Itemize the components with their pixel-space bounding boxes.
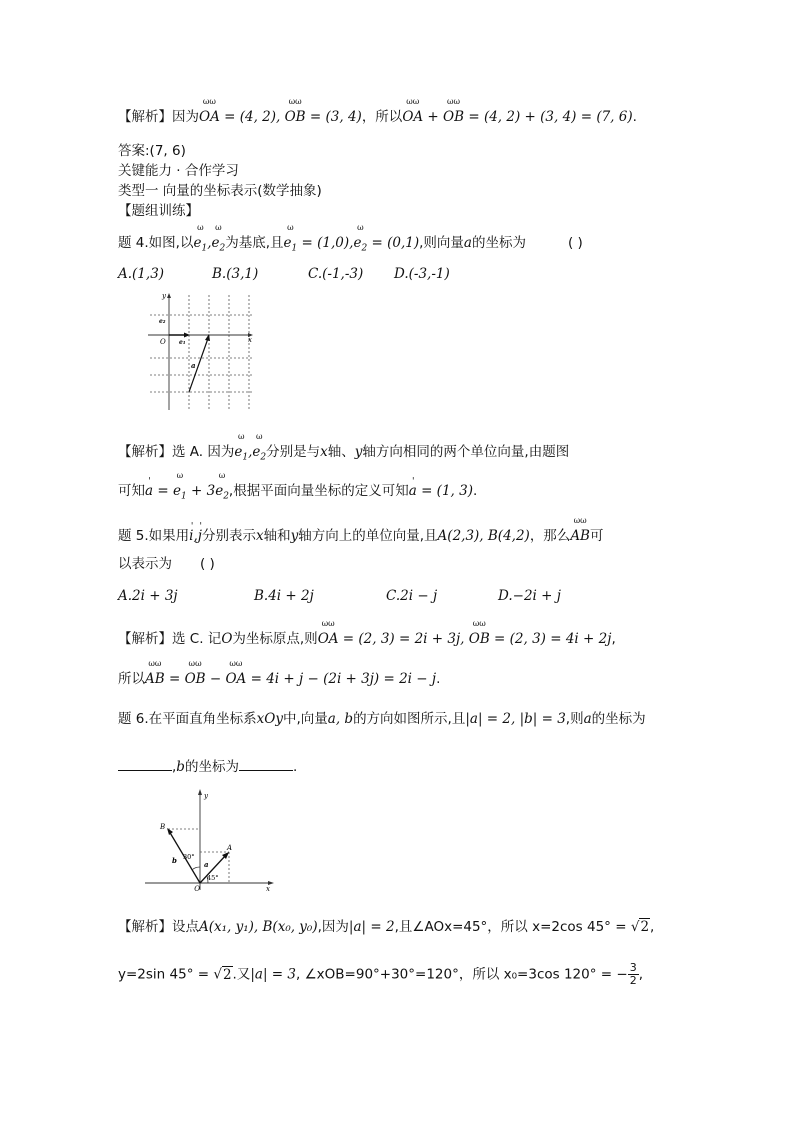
text: 的坐标为 (591, 711, 646, 727)
math: |a| = 2 (348, 919, 395, 935)
e2-label: e₂ (159, 318, 166, 325)
choice-a: A.2i + 3j (118, 588, 178, 604)
sqrt-value: 2 (640, 919, 650, 935)
vector-OA: ωω OA (225, 670, 246, 688)
solution-5-line-2 (118, 670, 440, 688)
figure-vectors-ab (140, 785, 280, 895)
text: 题 4.如图,以 (118, 235, 194, 251)
solution-6-line-2: y=2sin 45° = √2.又|a| = 3, ∠xOB=90°+30°=120°，所以 x₀=3cos 120° = − $\frac{3}{2}$ , (118, 961, 643, 987)
math: = (4, 2), (219, 109, 285, 125)
solution-label: 【解析】 (118, 109, 172, 125)
origin-label: O (160, 338, 166, 346)
text: ,根据平面向量坐标的定义可知 (228, 483, 409, 499)
vector-e2: ω $e_2$ (353, 234, 367, 258)
vector-e1: ω $e_1$ (234, 443, 248, 467)
choice-d: D.(-3,-1) (394, 266, 450, 282)
vector-OB: ωω OB (285, 108, 306, 126)
choice-d: D.−2i + j (498, 588, 561, 604)
text: . (632, 109, 637, 125)
text: .又 (232, 966, 251, 983)
answer-paren: ( ) (200, 556, 215, 572)
text: 因为 (172, 109, 199, 125)
answer-line: 答案:(7, 6) (118, 143, 186, 159)
text: 题 5.如果用 (118, 528, 190, 544)
b-label: b (172, 856, 177, 865)
math: + (423, 109, 444, 125)
text: 为基底,且 (225, 235, 284, 251)
text: 中,向量 (282, 711, 328, 727)
angle-45-label: 45° (207, 874, 219, 882)
vector-OA: ωω OA (318, 630, 339, 648)
vector-OA: ωω OA (402, 108, 423, 126)
vector-e2: ω $e_2$ (212, 234, 226, 258)
math: = (2, 3) = 4i + 2j (489, 631, 612, 647)
vector-e1: ω $e_1$ (173, 482, 187, 506)
y-axis-label: y (204, 792, 208, 800)
text: 可 (589, 528, 604, 544)
origin-var: O (221, 631, 233, 647)
math: = (153, 483, 173, 499)
x-axis-label: x (266, 885, 270, 893)
y-var: y (354, 444, 363, 460)
vector-OB: ωω OB (185, 670, 206, 688)
math: + 3 (186, 483, 216, 499)
points: A(x₁, y₁), B(x₀, y₀) (199, 919, 318, 935)
vector-b: b (176, 759, 185, 775)
vector-e2: ω $e_2$ (252, 443, 266, 467)
vector-AB: ωω AB (570, 527, 590, 545)
fraction: $\frac{3}{2}$ (629, 961, 637, 987)
text: 轴和 (263, 528, 291, 544)
text: , (638, 966, 643, 983)
text: 分别是与 (266, 444, 321, 460)
vector-AB: ωω AB (145, 670, 165, 688)
text: 题 6.在平面直角坐标系 (118, 711, 257, 727)
text: ,则向量 (419, 235, 464, 251)
type-heading: 类型一 向量的坐标表示(数学抽象) (118, 183, 322, 199)
y-axis-label: y (162, 292, 166, 300)
vector-e2: ω $e_2$ (215, 482, 229, 506)
text: , ∠xOB=90°+30°=120°，所以 x₀=3cos 120° = − (295, 966, 628, 983)
question-6-line-2: ,b的坐标为 . (118, 758, 297, 776)
text: 的方向如图所示,且 (353, 711, 466, 727)
vector-e1: ω $e_1$ (284, 234, 298, 258)
x-axis-label: x (248, 336, 252, 344)
vector-OB: ωω OB (443, 108, 464, 126)
origin-label: O (194, 885, 200, 893)
text: ，那么 (529, 528, 571, 544)
vector-OB: ωω OB (469, 630, 490, 648)
point-B-label: B (160, 823, 166, 831)
vector-a: a (583, 711, 592, 727)
math: = (164, 671, 185, 687)
text: . (436, 671, 441, 687)
solution-label: 【解析】 (118, 919, 172, 935)
coord-system: xOy (256, 711, 283, 727)
unit-i: ' i (189, 527, 193, 545)
math: = (3, 4) (305, 109, 362, 125)
answer-blank-b[interactable] (239, 758, 293, 771)
math: = (1,0), (297, 235, 354, 251)
math: − (205, 671, 226, 687)
x-var: x (320, 444, 328, 460)
math: = (0,1) (367, 235, 420, 251)
text: ,则 (565, 711, 584, 727)
choice-b: B.4i + 2j (254, 588, 314, 604)
solution-6-line-1: 【解析】设点A(x₁, y₁), B(x₀, y₀),因为|a| = 2,且∠AOx=45°，所以 x=2cos 45° = √2, (118, 919, 655, 935)
points: A(2,3), B(4,2) (437, 528, 530, 544)
practice-heading: 【题组训练】 (118, 203, 199, 219)
answer-blank-a[interactable] (118, 758, 172, 771)
text: , (650, 919, 655, 935)
math: |a| = 3 (250, 966, 296, 983)
text: 的坐标为 (471, 235, 526, 251)
question-4: 题 4.如图,以ω $e_1,\omega$ $e_2$为基底,且ω $e_1 = (1,0),\omega$ $e_2 = (0,1)$,则向量a的坐标为 ( ) (118, 234, 583, 258)
text: 为坐标原点,则 (232, 631, 318, 647)
question-5-line-1: 题 5.如果用' i,' j分别表示x轴和y轴方向上的单位向量,且A(2,3), B(4,2)，那么ωω AB可 (118, 527, 603, 545)
choice-c: C.(-1,-3) (308, 266, 364, 282)
x-var: x (255, 528, 264, 544)
vectors-ab: a, b (327, 711, 354, 727)
text: 设点 (172, 919, 199, 935)
solution-label: 【解析】 (118, 631, 172, 647)
a-label: a (191, 361, 196, 370)
angle-30-label: 30° (183, 853, 195, 861)
section-heading: 关键能力 · 合作学习 (118, 163, 239, 179)
choice-b: B.(3,1) (212, 266, 259, 282)
text: 所以 (118, 671, 145, 687)
text: 轴、 (327, 444, 355, 460)
vector-a: a (463, 235, 472, 251)
vector-OA: ωω OA (199, 108, 220, 126)
math: = (4, 2) + (3, 4) = (7, 6) (464, 109, 633, 125)
a-label: a (204, 860, 209, 869)
y-var: y (290, 528, 299, 544)
figure-grid-vector (140, 290, 260, 415)
magnitude-condition: |a| = 2, |b| = 3 (465, 711, 566, 727)
question-5-line-2 (118, 555, 215, 573)
text: ，所以 (361, 109, 403, 125)
sqrt-value: 2 (222, 966, 232, 983)
text: 以表示为 (118, 556, 172, 572)
e1-label: e₁ (179, 339, 186, 346)
text: ,且∠AOx=45°，所以 x=2cos 45° = (394, 919, 631, 935)
text: 分别表示 (201, 528, 256, 544)
question-5-choices (118, 587, 561, 605)
vector-e1: ω $e_1$ (193, 234, 207, 258)
vector-a: ' a (145, 482, 153, 500)
text: 选 A. 因为 (172, 444, 235, 460)
solution-label: 【解析】 (118, 444, 172, 460)
text: . (472, 483, 478, 499)
choice-a: A.(1,3) (118, 266, 165, 282)
answer-paren: ( ) (567, 235, 583, 251)
math: = 4i + j − (2i + 3j) = 2i − j (246, 671, 437, 687)
point-A-label: A (227, 844, 233, 852)
text: 的坐标为 (184, 759, 239, 775)
text: 轴方向上的单位向量,且 (298, 528, 438, 544)
solution-line-1 (118, 108, 637, 126)
unit-j: ' j (198, 527, 202, 545)
text: ,因为 (317, 919, 349, 935)
question-4-choices (118, 265, 450, 283)
choice-c: C.2i − j (386, 588, 438, 604)
math: = (1, 3) (416, 483, 473, 499)
vector-a: ' a (409, 482, 417, 500)
solution-5-line-1 (118, 630, 616, 648)
text: 可知 (118, 483, 145, 499)
solution-4-line-1: 【解析】选 A. 因为ω $e_1,\omega$ $e_2$分别是与x轴、y轴方向相同的两个单位向量,由题图 (118, 443, 569, 467)
text: y=2sin 45° = (118, 966, 214, 983)
text: . (292, 759, 298, 775)
question-6-line-1 (118, 710, 646, 728)
math: = (2, 3) = 2i + 3j, (338, 631, 469, 647)
text: 轴方向相同的两个单位向量,由题图 (362, 444, 570, 460)
solution-4-line-2 (118, 482, 477, 506)
text: , (611, 631, 616, 647)
text: 选 C. 记 (172, 631, 222, 647)
